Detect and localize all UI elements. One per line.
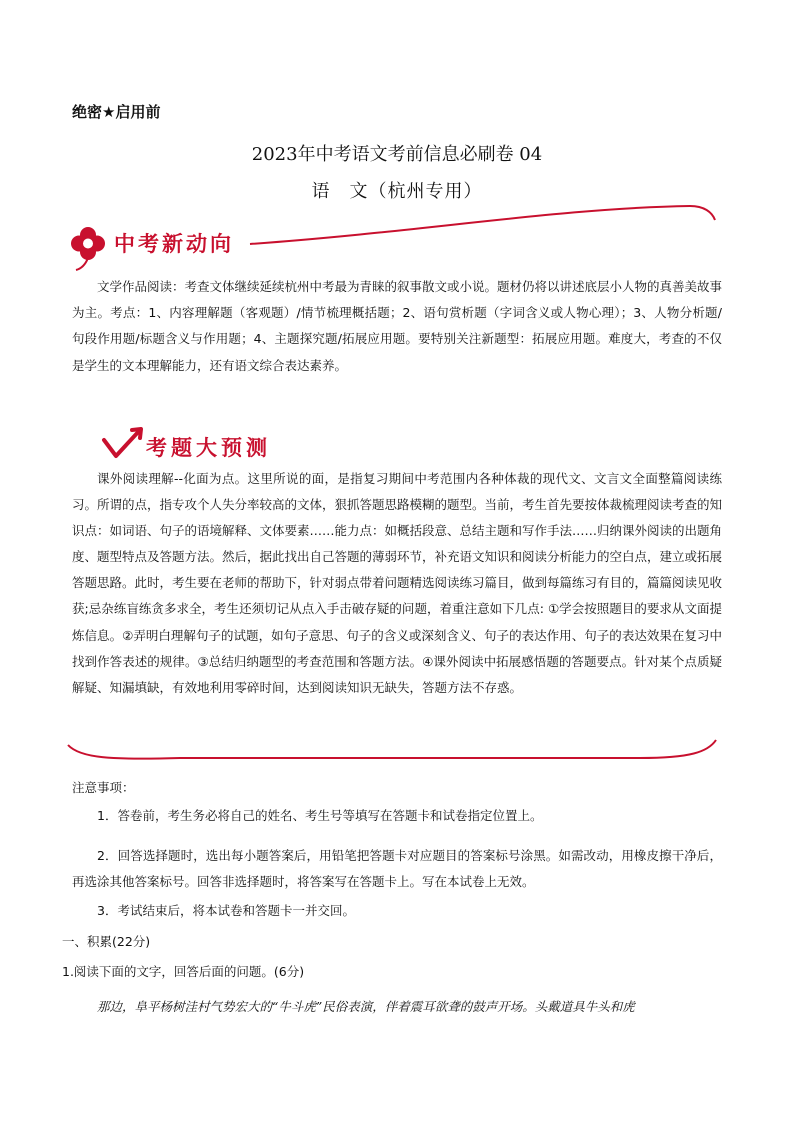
note-item: 3．考试结束后，将本试卷和答题卡一并交回。: [97, 903, 355, 918]
confidential-label: 绝密★启用前: [72, 103, 161, 121]
prediction-heading: 考题大预测: [146, 436, 271, 460]
notes-title: 注意事项：: [72, 780, 135, 795]
exam-subtitle: 语 文（杭州专用）: [311, 181, 483, 202]
trends-heading: 中考新动向: [114, 232, 234, 256]
trends-paragraph: 文学作品阅读：考查文体继续延续杭州中考最为青睐的叙事散文或小说。题材仍将以讲述底层小人物的真善美故事为主。考点：1、内容理解题（客观题）/情节梳理概括题；2、语句赏析题（字词含义或人物心理）；3、人物分析题/句段作用题/标题含义与作用题；4、主题探究题/拓展应用题。要特别关注新题型：拓展应用题。难度大，考查的不仅是学生的文本理解能力，还有语文综合表达素养。: [72, 279, 723, 373]
prediction-paragraph: 课外阅读理解--化面为点。这里所说的面，是指复习期间中考范围内各种体裁的现代文、文言文全面整篇阅读练习。所谓的点，指专攻个人失分率较高的文体，狠抓答题思路模糊的题型。当前，考生首先要按体裁梳理阅读考查的知识点：如词语、句子的语境解释、文体要素……能力点：如概括段意、总结主题和写作手法……归纳课外阅读的出题角度、题型特点及答题方法。然后，据此找出自己答题的薄弱环节，补充语文知识和阅读分析能力的空白点，建立或拓展答题思路。此时，考生要在老师的帮助下，针对弱点带着问题精选阅读练习篇目，做到每篇练习有目的，篇篇阅读见收获;忌杂练盲练贪多求全，考生还须切记从点入手击破存疑的问题，着重注意如下几点: ①学会按照题目的要求从文面提炼信息。②弄明白理解句子的试题，如句子意思、句子的含义或深刻含义、句子的表达作用、句子的表达效果在复习中找到作答表述的规律。③总结归纳题型的考查范围和答题方法。④课外阅读中拓展感悟题的答题要点。针对某个点质疑解疑、知漏填缺，有效地利用零碎时间，达到阅读知识无缺失，答题方法不存惑。: [72, 471, 723, 695]
question-1: 1.阅读下面的文字，回答后面的问题。(6分): [62, 964, 305, 979]
note-item: 2．回答选择题时，选出每小题答案后，用铅笔把答题卡对应题目的答案标号涂黑。如需改动，用橡皮擦干净后，再选涂其他答案标号。回答非选择题时，将答案写在答题卡上。写在本试卷上无效。: [72, 848, 722, 889]
check-arrow-icon: [104, 429, 141, 456]
note-item: 1．答卷前，考生务必将自己的姓名、考生号等填写在答题卡和试卷指定位置上。: [97, 808, 543, 823]
exam-title: 2023年中考语文考前信息必刷卷 04: [251, 144, 543, 165]
reading-passage: 那边，阜平杨树洼村气势宏大的“牛斗虎”民俗表演，伴着震耳欲聋的鼓声开场。头戴道具牛头和虎: [97, 999, 635, 1014]
section-heading: 一、积累(22分): [62, 934, 151, 949]
clover-icon: [71, 227, 105, 270]
